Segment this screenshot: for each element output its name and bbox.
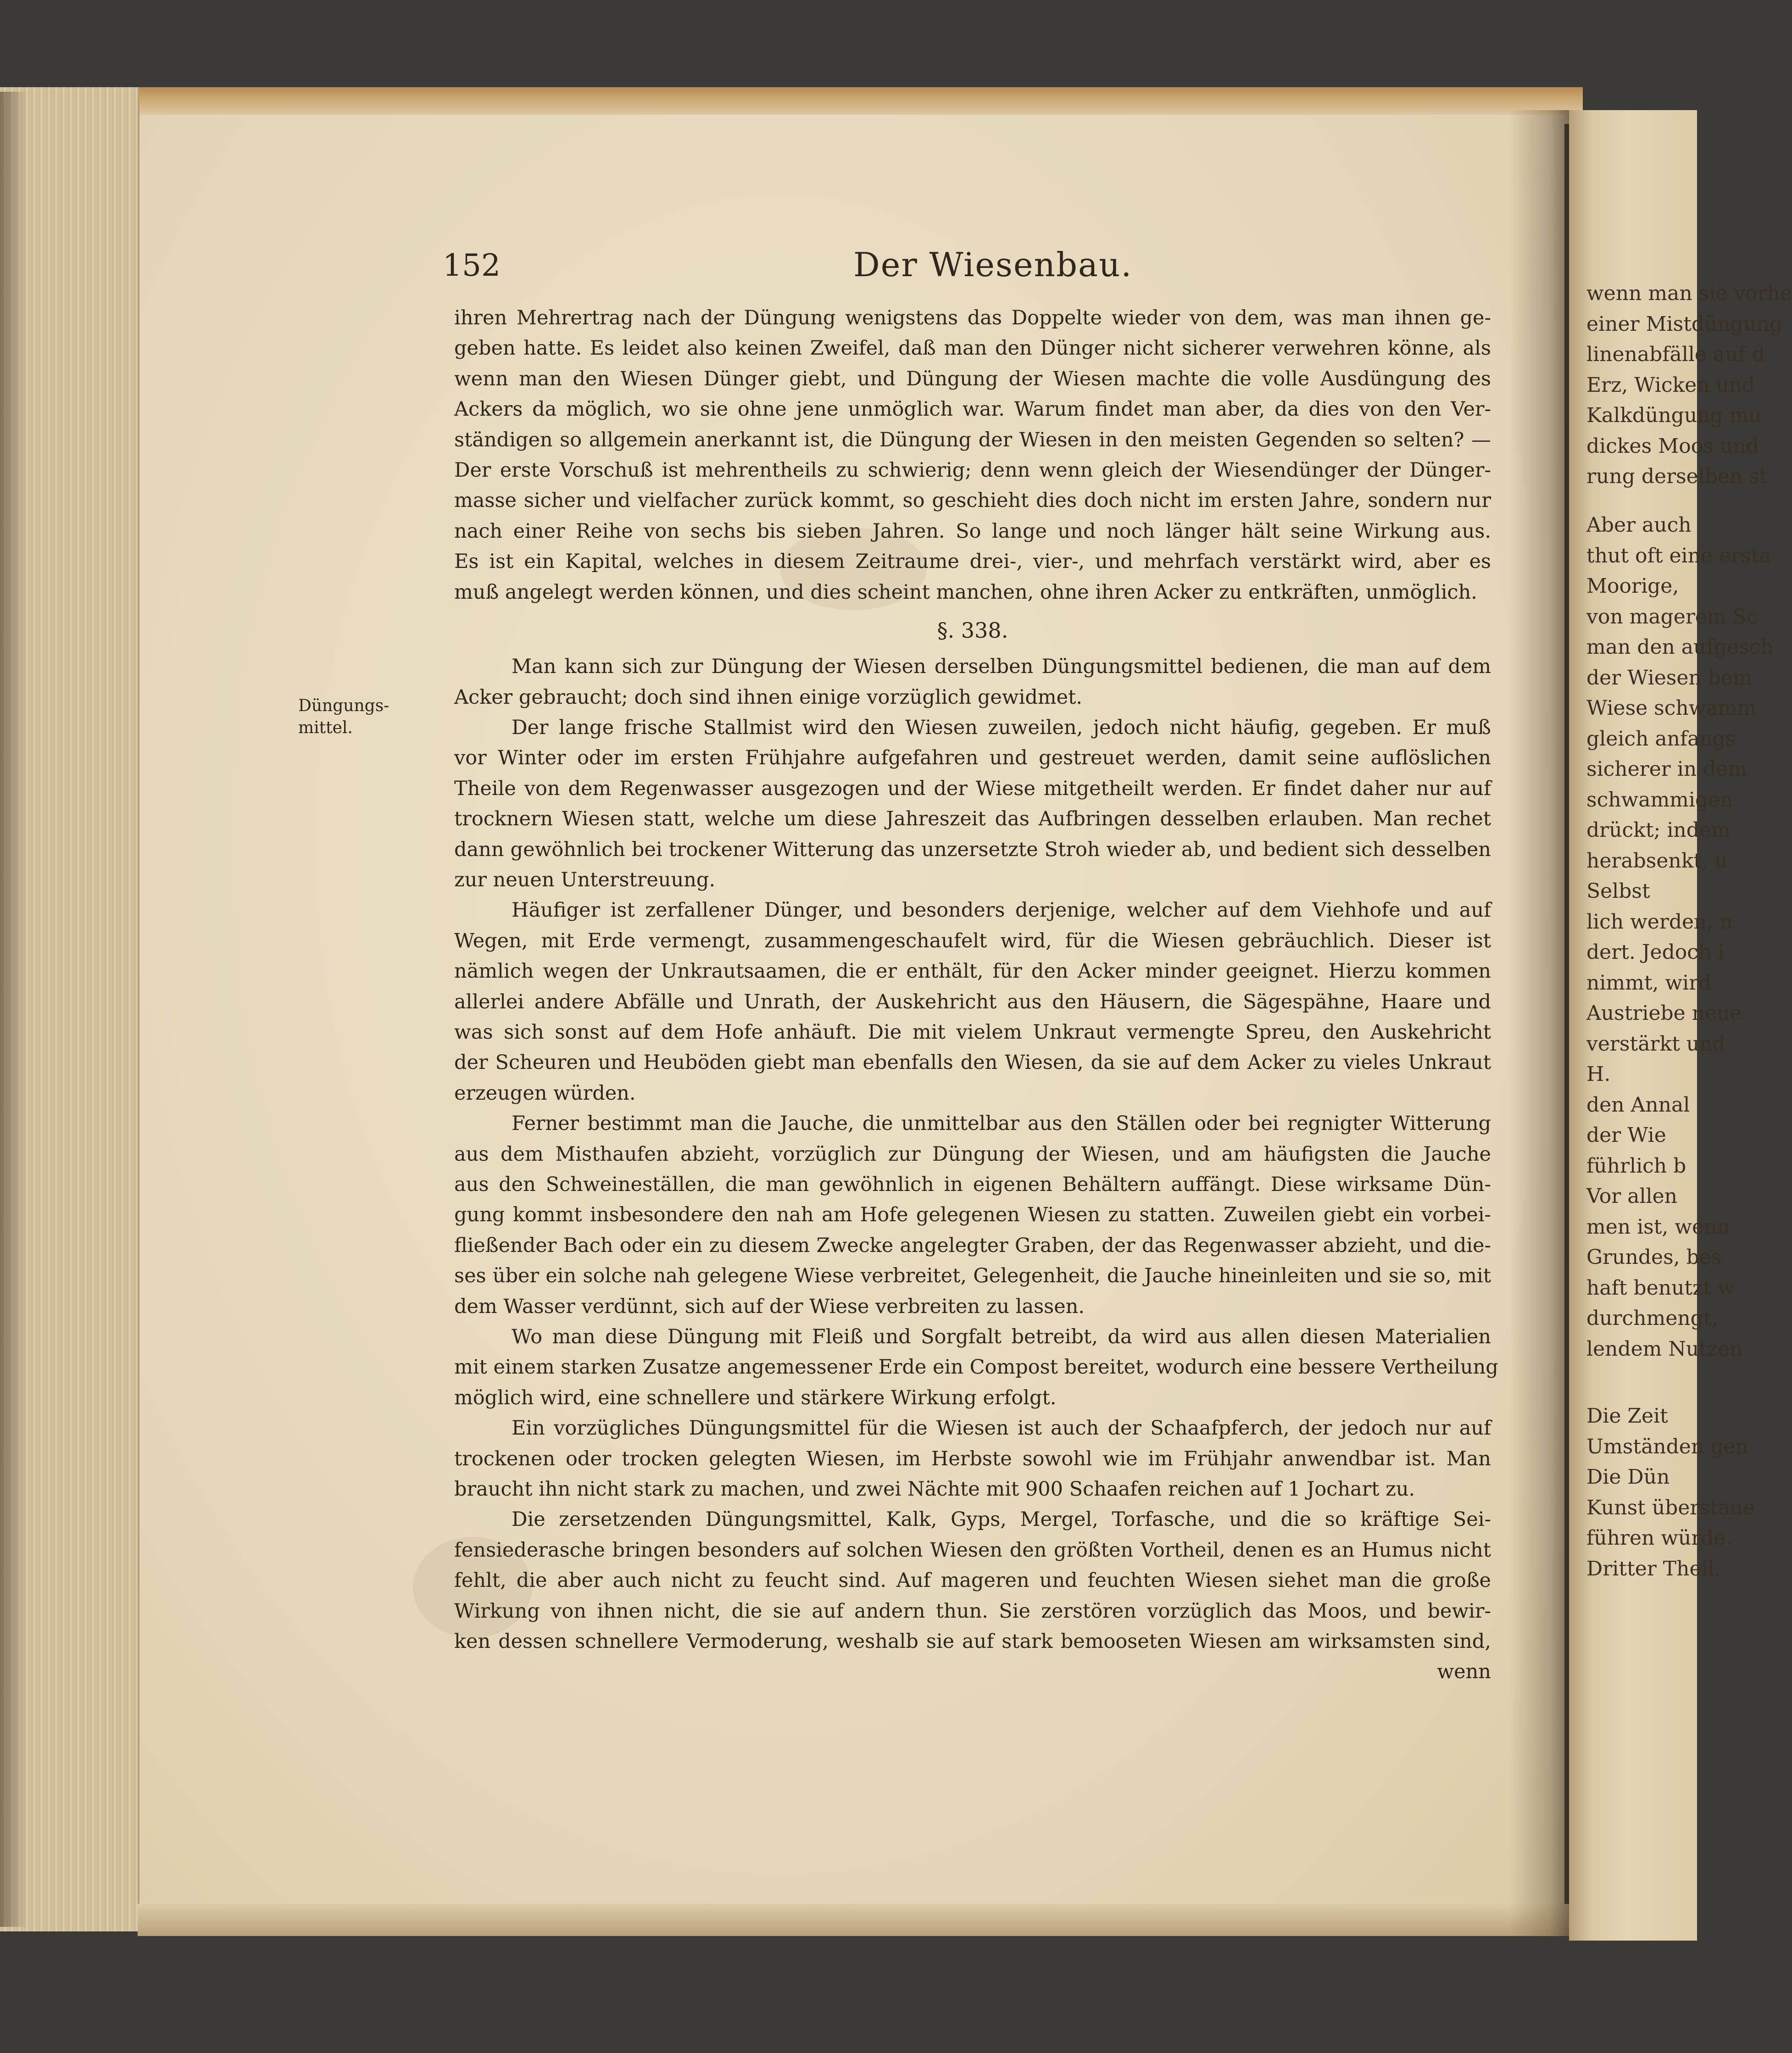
text-line: braucht ihn nicht stark zu machen, und zwei Nächte mit 900 Schaafen reichen auf 1 Jochart zu. (454, 1478, 1415, 1501)
right-page-line: von magerem Sc (1586, 605, 1758, 629)
right-page-line: der Wiesen bem (1586, 666, 1752, 690)
right-page-line: H. (1586, 1063, 1611, 1086)
right-page-line: men ist, wenn (1586, 1215, 1730, 1239)
right-page-line: der Wie (1586, 1124, 1666, 1147)
text-line: was sich sonst auf dem Hofe anhäuft. Die mit vielem Unkraut vermengte Spreu, den Auskehricht (454, 1021, 1491, 1044)
right-page-line: Dritter Theil. (1586, 1557, 1721, 1580)
text-line: ihren Mehrertrag nach der Düngung wenigstens das Doppelte wieder von dem, was man ihnen ge- (454, 306, 1491, 329)
text-line: gung kommt insbesondere den nah am Hofe gelegenen Wiesen zu statten. Zuweilen giebt ein vorbei- (454, 1203, 1491, 1227)
text-line: fehlt, die aber auch nicht zu feucht sind. Auf mageren und feuchten Wiesen siehet man die große (454, 1569, 1491, 1592)
running-head: Der Wiesenbau. (853, 245, 1133, 284)
right-page-fragment (1569, 110, 1792, 1941)
text-line: ständigen so allgemein anerkannt ist, die Düngung der Wiesen in den meisten Gegenden so selten? — (454, 428, 1491, 451)
text-line: möglich wird, eine schnellere und stärkere Wirkung erfolgt. (454, 1386, 1057, 1409)
right-page-line: sicherer in dem (1586, 757, 1747, 781)
text-line: muß angelegt werden können, und dies scheint manchen, ohne ihren Acker zu entkräften, unmöglich. (454, 580, 1477, 604)
text-line: zur neuen Unterstreuung. (454, 868, 716, 892)
right-page-line: Umständen gen (1586, 1435, 1748, 1458)
text-line: Die zersetzenden Düngungsmittel, Kalk, Gyps, Mergel, Torfasche, und die so kräftige Sei- (512, 1508, 1491, 1531)
right-page-line: Austriebe neue (1586, 1001, 1742, 1025)
right-page-line: lich werden, n (1586, 910, 1733, 934)
right-page-line: Erz, Wicken und (1586, 373, 1755, 397)
right-page-line: Die Dün (1586, 1465, 1670, 1489)
text-line: Der lange frische Stallmist wird den Wiesen zuweilen, jedoch nicht häufig, gegeben. Er muß (512, 716, 1491, 740)
text-line: fensiederasche bringen besonders auf solchen Wiesen den größten Vortheil, denen es an Humus nicht (454, 1538, 1491, 1562)
text-line: trockenen oder trocken gelegten Wiesen, im Herbste sowohl wie im Frühjahr anwendbar ist. Man (454, 1447, 1491, 1470)
text-line: mit einem starken Zusatze angemessener Erde ein Compost bereitet, wodurch eine bessere Vertheilung (454, 1356, 1498, 1379)
text-line: Es ist ein Kapital, welches in diesem Zeitraume drei-, vier-, und mehrfach verstärkt wird, aber es (454, 550, 1491, 573)
text-line: Ein vorzügliches Düngungsmittel für die Wiesen ist auch der Schaafpferch, der jedoch nur auf (512, 1417, 1491, 1440)
right-page-line: rung derselben st (1586, 465, 1768, 488)
text-line: der Scheuren und Heuböden giebt man ebenfalls den Wiesen, da sie auf dem Acker zu vieles Unkraut (454, 1051, 1491, 1074)
text-line: vor Winter oder im ersten Frühjahre aufgefahren und gestreuet werden, damit seine auflöslichen (454, 746, 1491, 770)
text-line: Man kann sich zur Düngung der Wiesen derselben Düngungsmittel bedienen, die man auf dem (512, 655, 1491, 679)
text-line: Häufiger ist zerfallener Dünger, und besonders derjenige, welcher auf dem Viehhofe und auf (512, 899, 1491, 922)
text-line: Ferner bestimmt man die Jauche, die unmittelbar aus den Ställen oder bei regnigter Witterung (512, 1112, 1491, 1135)
section-heading: §. 338. (937, 618, 1008, 643)
text-line: allerlei andere Abfälle und Unrath, der Auskehricht aus den Häusern, die Sägespähne, Haare und (454, 990, 1491, 1013)
right-page-line: man den aufgesch (1586, 635, 1774, 659)
right-page-line: Vor allen (1586, 1185, 1677, 1208)
text-line: fließender Bach oder ein zu diesem Zwecke angelegter Graben, der das Regenwasser abzieht, und die- (454, 1234, 1491, 1257)
right-page-line: nimmt, wird (1586, 971, 1712, 995)
book-bottom-edge (138, 1904, 1578, 1936)
text-line: Ackers da möglich, wo sie ohne jene unmöglich war. Warum findet man aber, da dies von den Ver- (454, 398, 1491, 421)
text-line: nach einer Reihe von sechs bis sieben Jahren. So lange und noch länger hält seine Wirkung aus. (454, 519, 1491, 543)
right-page-line: Aber auch (1586, 513, 1692, 537)
right-page-line: Die Zeit (1586, 1404, 1668, 1428)
right-page-line: einer Mistdüngung (1586, 312, 1782, 336)
text-line: wenn man den Wiesen Dünger giebt, und Düngung der Wiesen machte die volle Ausdüngung des (454, 367, 1491, 390)
text-line: ses über ein solche nah gelegene Wiese verbreitet, Gelegenheit, die Jauche hineinleiten und sie so, mit (454, 1264, 1491, 1288)
right-page-line: Wiese schwamm (1586, 696, 1757, 720)
text-line: wenn (1437, 1660, 1491, 1684)
page-block-shadow (0, 92, 28, 1927)
text-line: Der erste Vorschuß ist mehrentheils zu schwierig; denn wenn gleich der Wiesendünger der Dünger- (454, 459, 1491, 482)
right-page-line: gleich anfangs (1586, 727, 1736, 751)
marginal-note-line: Düngungs- (298, 696, 390, 715)
right-page-line: Kalkdüngung mu (1586, 404, 1762, 427)
right-page-line: den Annal (1586, 1093, 1690, 1117)
text-line: geben hatte. Es leidet also keinen Zweifel, daß man den Dünger nicht sicherer verwehren könne, als (454, 337, 1491, 360)
right-page-line: drückt; indem (1586, 818, 1731, 842)
text-line: ken dessen schnellere Vermoderung, weshalb sie auf stark bemooseten Wiesen am wirksamsten sind, (454, 1630, 1491, 1653)
right-page-line: dickes Moos und (1586, 434, 1759, 458)
text-line: Wo man diese Düngung mit Fleiß und Sorgfalt betreibt, da wird aus allen diesen Materialien (512, 1325, 1491, 1349)
right-page-line: haft benutzt w (1586, 1276, 1735, 1300)
right-page-line: führen würde. (1586, 1526, 1732, 1550)
right-page-line: Moorige, (1586, 574, 1679, 598)
right-page-line: wenn man sie vorhe (1586, 282, 1792, 305)
right-page-line: Grundes, bes (1586, 1246, 1722, 1269)
right-page-line: dert. Jedoch i (1586, 940, 1725, 964)
text-line: masse sicher und vielfacher zurück kommt, so geschieht dies doch nicht im ersten Jahre, sondern nur (454, 489, 1491, 512)
text-line: dann gewöhnlich bei trockener Witterung das unzersetzte Stroh wieder ab, und bedient sich desselben (454, 838, 1491, 861)
right-page-line: führlich b (1586, 1154, 1686, 1178)
text-line: Wirkung von ihnen nicht, die sie auf andern thun. Sie zerstören vorzüglich das Moos, und bewir- (454, 1599, 1491, 1623)
right-page-line: durchmengt, (1586, 1307, 1718, 1330)
marginal-note-line: mittel. (298, 718, 353, 737)
right-page-line: lendem Nutzen (1586, 1337, 1743, 1361)
right-page-line: thut oft eine ersta (1586, 544, 1771, 567)
text-line: nämlich wegen der Unkrautsaamen, die er enthält, für den Acker minder geeignet. Hierzu kommen (454, 960, 1491, 983)
marginal-note (298, 695, 389, 739)
page-number: 152 (443, 248, 501, 283)
text-line: erzeugen würden. (454, 1081, 636, 1105)
text-line: Theile von dem Regenwasser ausgezogen und der Wiese mitgetheilt werden. Er findet daher nur auf (454, 777, 1491, 800)
text-line: dem Wasser verdünnt, sich auf der Wiese verbreiten zu lassen. (454, 1295, 1085, 1318)
right-page-line: Selbst (1586, 879, 1650, 903)
right-page-line: Kunst überstaue (1586, 1496, 1755, 1519)
right-page-line: schwammigen (1586, 788, 1733, 812)
text-line: Wegen, mit Erde vermengt, zusammengeschaufelt wird, für die Wiesen gebräuchlich. Dieser ist (454, 929, 1491, 952)
text-line: Acker gebraucht; doch sind ihnen einige vorzüglich gewidmet. (454, 685, 1083, 709)
text-line: aus den Schweineställen, die man gewöhnlich in eigenen Behältern auffängt. Diese wirksame Dün- (454, 1173, 1491, 1196)
right-page-line: verstärkt und (1586, 1032, 1725, 1056)
text-line: aus dem Misthaufen abzieht, vorzüglich zur Düngung der Wiesen, und am häufigsten die Jauche (454, 1142, 1491, 1166)
right-page-line: herabsenkt, u (1586, 849, 1728, 873)
text-line: trocknern Wiesen statt, welche um diese Jahreszeit das Aufbringen desselben erlauben. Man rechet (454, 807, 1491, 831)
right-page-line: linenabfälle auf d (1586, 343, 1765, 366)
